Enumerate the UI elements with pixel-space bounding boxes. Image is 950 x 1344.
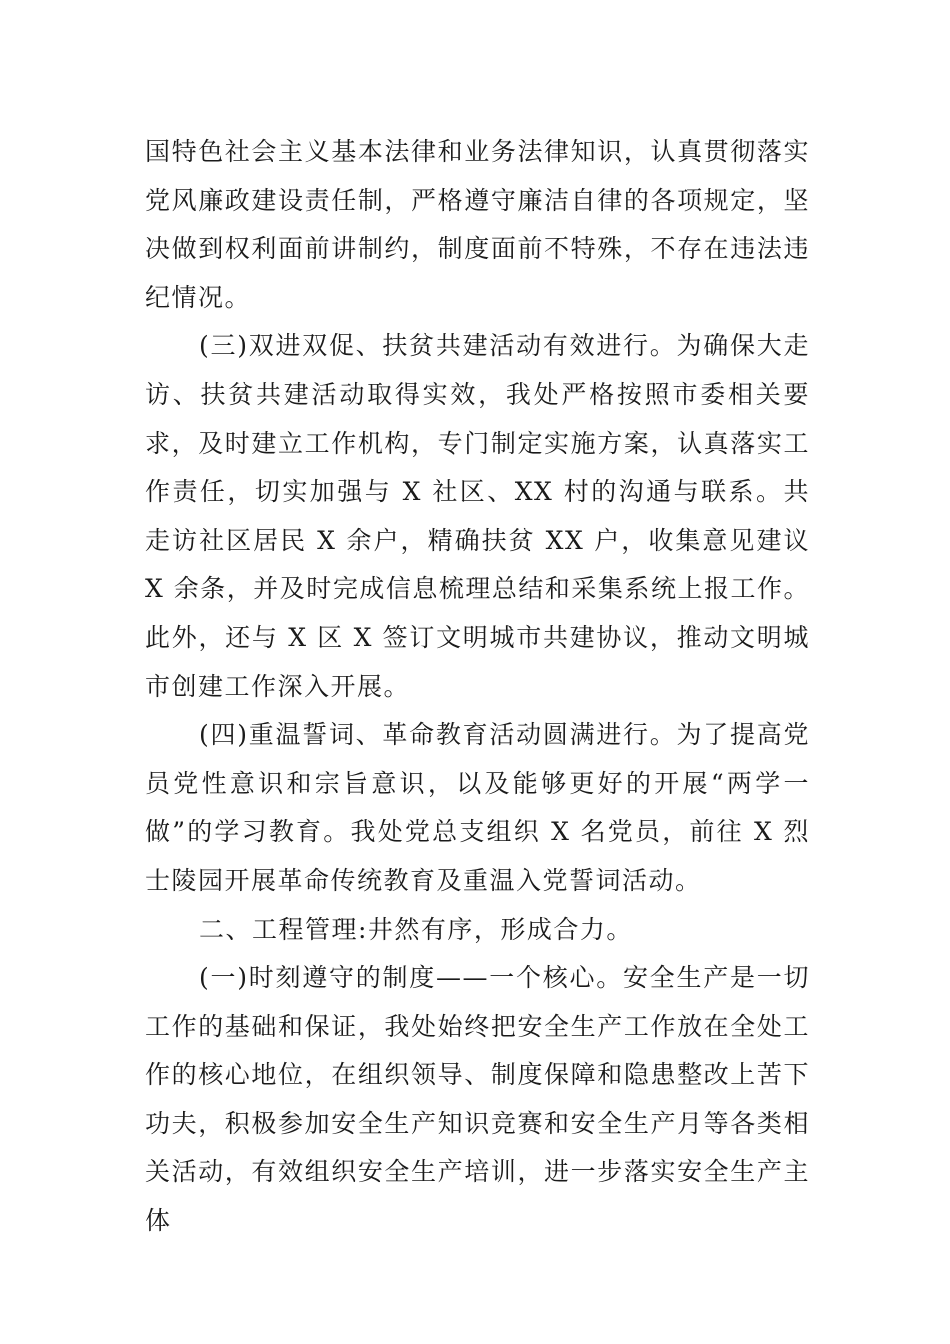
paragraph-poverty-alleviation: (三)双进双促、扶贫共建活动有效进行。为确保大走访、扶贫共建活动取得实效，我处严格按照市委相关要求，及时建立工作机构，专门制定实施方案，认真落实工作责任，切实加强与 X 社区、XX 村的沟通与联系。共走访社区居民 X 余户，精确扶贫 XX 户，收集意见建议 X 余条，并及时完成信息梳理总结和采集系统上报工作。此外，还与 X 区 X 签订文明城市共建协议，推动文明城市创建工作深入开展。 <box>145 331 810 701</box>
paragraph-revolution-education: (四)重温誓词、革命教育活动圆满进行。为了提高党员党性意识和宗旨意识，以及能够更好的开展“两学一做”的学习教育。我处党总支组织 X 名党员，前往 X 烈士陵园开展革命传统教育及重温入党誓词活动。 <box>145 720 810 895</box>
section-heading-engineering: 二、工程管理:井然有序，形成合力。 <box>199 914 633 944</box>
document-body <box>145 128 810 1246</box>
paragraph-safety-production: (一)时刻遵守的制度——一个核心。安全生产是一切工作的基础和保证，我处始终把安全生产工作放在全处工作的核心地位，在组织领导、制度保障和隐患整改上苦下功夫，积极参加安全生产知识竞赛和安全生产月等各类相关活动，有效组织安全生产培训，进一步落实安全生产主体 <box>145 963 810 1236</box>
paragraph-party-discipline: 国特色社会主义基本法律和业务法律知识，认真贯彻落实党风廉政建设责任制，严格遵守廉洁自律的各项规定，坚决做到权利面前讲制约，制度面前不特殊，不存在违法违纪情况。 <box>145 137 810 312</box>
